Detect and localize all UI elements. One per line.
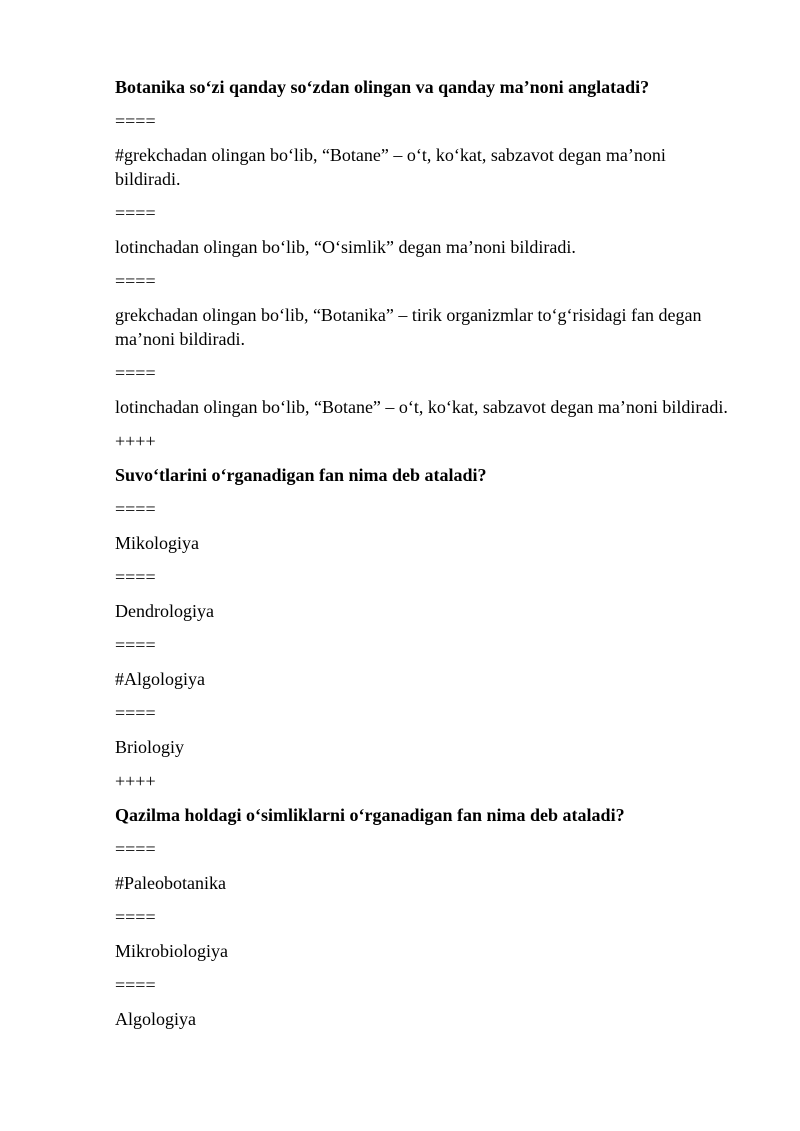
answer-option: Mikologiya [115,533,199,553]
answer-option: lotinchadan olingan bo‘lib, “Botane” – o‘t, ko‘kat, sabzavot degan ma’noni bildiradi. [115,397,728,417]
separator: ==== [115,271,156,291]
separator: ==== [115,567,156,587]
answer-option: #grekchadan olingan bo‘lib, “Botane” – o‘t, ko‘kat, sabzavot degan ma’noni bildiradi. [115,145,666,189]
separator: ==== [115,907,156,927]
answer-option: Briologiy [115,737,185,757]
separator: ==== [115,203,156,223]
answer-option: #Algologiya [115,669,205,689]
separator: ==== [115,499,156,519]
separator: ==== [115,111,156,131]
question-2: Suvo‘tlarini o‘rganadigan fan nima deb ataladi? [115,465,487,485]
answer-option: grekchadan olingan bo‘lib, “Botanika” – tirik organizmlar to‘g‘risidagi fan degan ma’noni bildiradi. [115,305,702,349]
answer-option: Algologiya [115,1009,196,1029]
answer-option: lotinchadan olingan bo‘lib, “O‘simlik” degan ma’noni bildiradi. [115,237,576,257]
separator: ==== [115,363,156,383]
answer-option: Dendrologiya [115,601,214,621]
separator: ==== [115,635,156,655]
question-3: Qazilma holdagi o‘simliklarni o‘rganadigan fan nima deb ataladi? [115,805,625,825]
separator: ==== [115,703,156,723]
separator: ==== [115,975,156,995]
separator: ==== [115,839,156,859]
end-marker: ++++ [115,771,156,791]
answer-option: #Paleobotanika [115,873,226,893]
question-1: Botanika so‘zi qanday so‘zdan olingan va qanday ma’noni anglatadi? [115,77,650,97]
document-body [115,75,735,1041]
answer-option: Mikrobiologiya [115,941,228,961]
end-marker: ++++ [115,431,156,451]
